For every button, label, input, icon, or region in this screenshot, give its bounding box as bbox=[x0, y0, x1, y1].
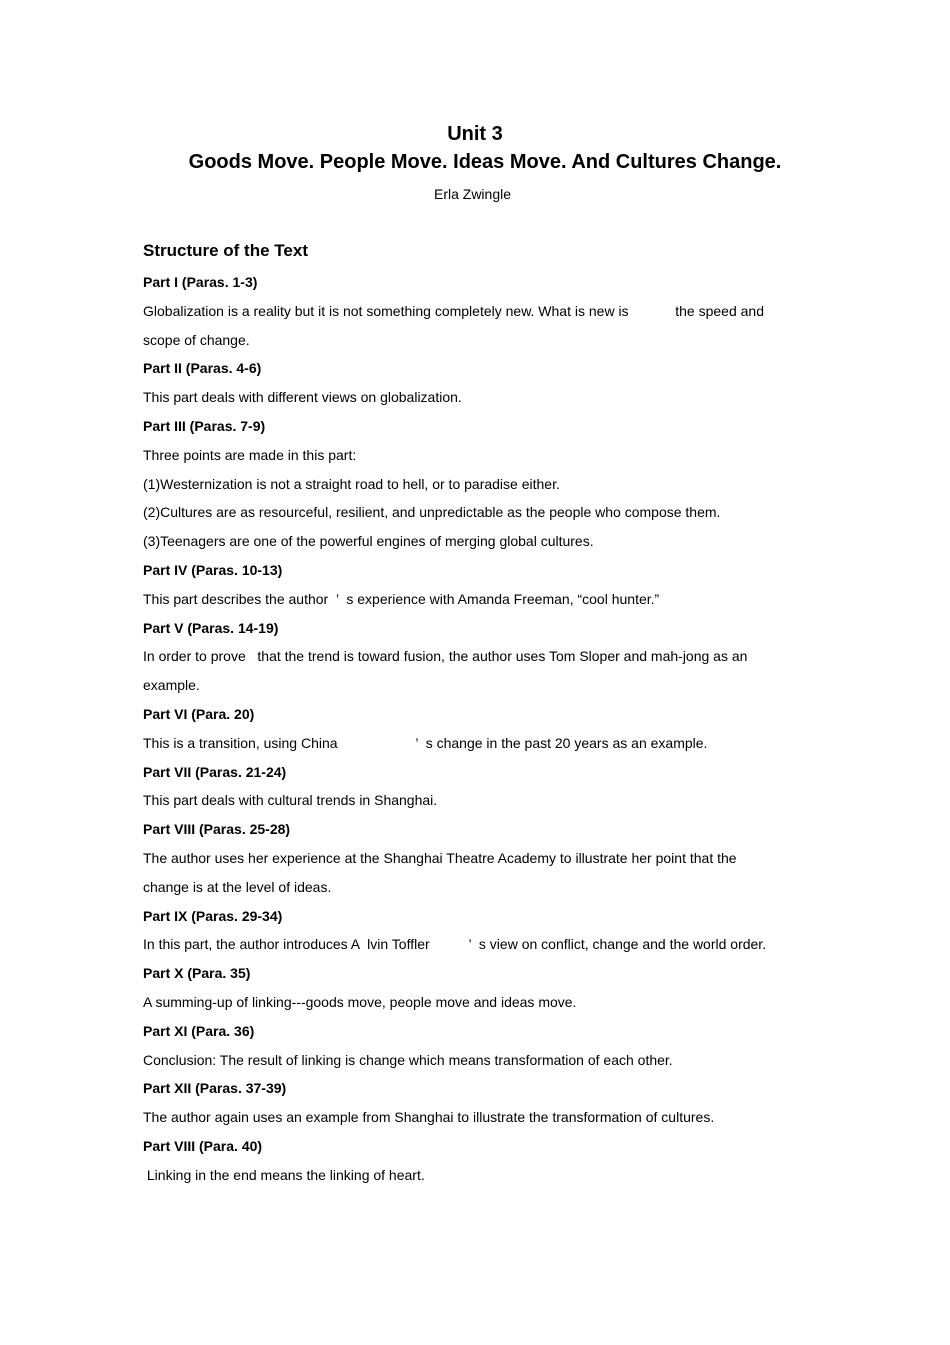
part-heading: Part V (Paras. 14-19) bbox=[143, 619, 279, 636]
part-heading: Part VIII (Paras. 25-28) bbox=[143, 821, 291, 838]
part-text-line: Three points are made in this part: bbox=[143, 446, 357, 463]
part-text-line: Globalization is a reality but it is not something completely new. What is new is the speed and bbox=[143, 302, 764, 319]
part-text-line: This part describes the author ’ s experience with Amanda Freeman, “cool hunter.” bbox=[143, 590, 660, 607]
part-text-line: Linking in the end means the linking of heart. bbox=[143, 1166, 425, 1183]
document-title: Goods Move. People Move. Ideas Move. And Cultures Change. bbox=[188, 151, 782, 173]
part-heading: Part VI (Para. 20) bbox=[143, 705, 255, 722]
part-heading: Part VII (Paras. 21-24) bbox=[143, 763, 287, 780]
part-text-line: In this part, the author introduces A lvin Toffler ’ s view on conflict, change and the world order. bbox=[143, 936, 767, 953]
author-name: Erla Zwingle bbox=[433, 186, 512, 202]
part-heading: Part III (Paras. 7-9) bbox=[143, 417, 266, 434]
part-heading: Part VIII (Para. 40) bbox=[143, 1137, 263, 1154]
part-text-line: scope of change. bbox=[143, 331, 250, 348]
part-text-line: A summing-up of linking---goods move, people move and ideas move. bbox=[143, 993, 577, 1010]
part-heading: Part XI (Para. 36) bbox=[143, 1022, 255, 1039]
part-text-line: (2)Cultures are as resourceful, resilient, and unpredictable as the people who compose them. bbox=[143, 504, 721, 521]
section-heading: Structure of the Text bbox=[143, 241, 308, 260]
part-text-line: This part deals with different views on globalization. bbox=[143, 389, 462, 406]
part-text-line: This is a transition, using China ’ s change in the past 20 years as an example. bbox=[143, 734, 708, 751]
part-text-line: The author uses her experience at the Shanghai Theatre Academy to illustrate her point that the bbox=[143, 849, 737, 866]
unit-title: Unit 3 bbox=[447, 123, 503, 145]
part-text-line: Conclusion: The result of linking is change which means transformation of each other. bbox=[143, 1051, 673, 1068]
part-text-line: The author again uses an example from Shanghai to illustrate the transformation of cultures. bbox=[143, 1109, 715, 1126]
part-heading: Part IX (Paras. 29-34) bbox=[143, 907, 283, 924]
part-heading: Part II (Paras. 4-6) bbox=[143, 360, 262, 377]
part-heading: Part I (Paras. 1-3) bbox=[143, 274, 258, 290]
part-text-line: change is at the level of ideas. bbox=[143, 878, 332, 895]
part-heading: Part IV (Paras. 10-13) bbox=[143, 561, 283, 578]
part-heading: Part XII (Paras. 37-39) bbox=[143, 1080, 287, 1097]
text-structure-section bbox=[143, 240, 823, 1190]
part-text-line: example. bbox=[143, 677, 200, 694]
part-text-line: (3)Teenagers are one of the powerful engines of merging global cultures. bbox=[143, 533, 594, 550]
part-text-line: This part deals with cultural trends in Shanghai. bbox=[143, 792, 438, 809]
part-heading: Part X (Para. 35) bbox=[143, 965, 251, 982]
part-text-line: In order to prove that the trend is toward fusion, the author uses Tom Sloper and mah-jong as an bbox=[143, 648, 748, 665]
part-text-line: (1)Westernization is not a straight road to hell, or to paradise either. bbox=[143, 475, 560, 492]
